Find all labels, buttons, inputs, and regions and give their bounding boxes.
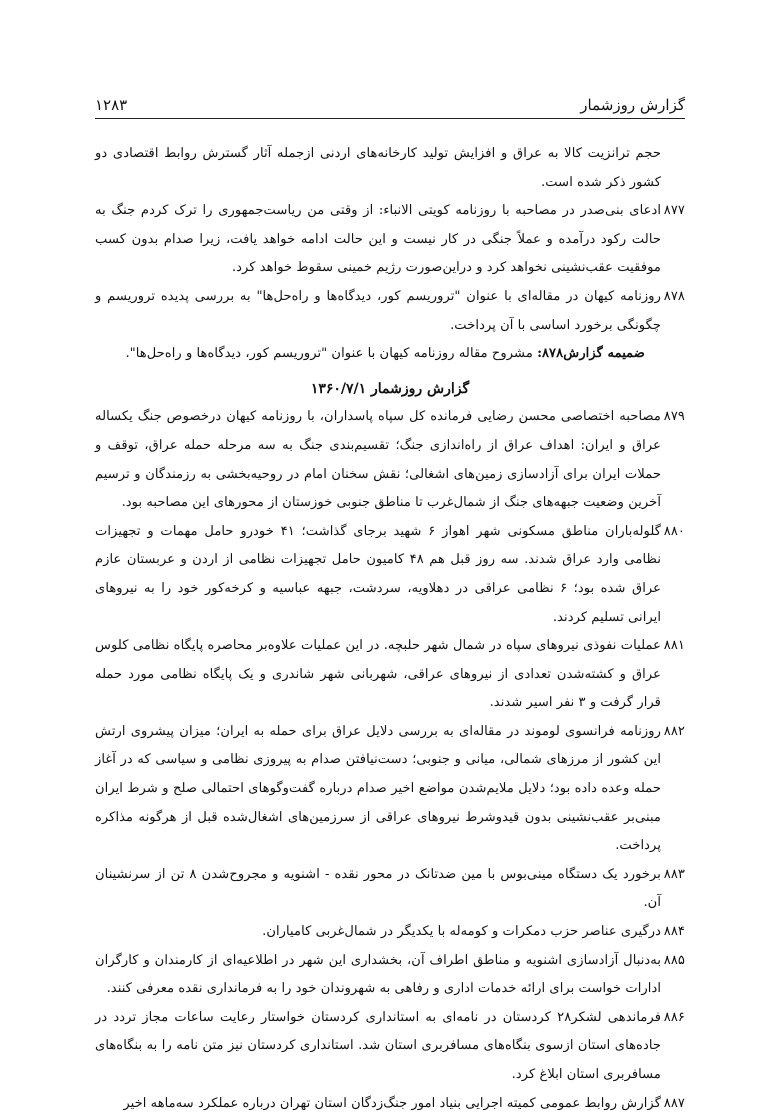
appendix-text: مشروح مقاله روزنامه کیهان با عنوان "تروریسم کور، دیدگاه‌ها و راه‌حل‌ها". bbox=[125, 346, 533, 362]
list-item bbox=[95, 1090, 685, 1118]
entry-text: گزارش روابط عمومی کمیته اجرایی بنیاد امور جنگ‌زدگان استان تهران درباره عملکرد سه‌ماهه اخیر bbox=[123, 1095, 661, 1111]
entry-text: روزنامه فرانسوی لوموند در مقاله‌ای به بررسی دلایل عراق برای حمله به ایران؛ میزان پیشروی ارتش این کشور از مرزهای شمالی، میانی و جنوبی؛ دست‌نیافتن صدام به پیروزی نظامی و سیاسی که در آغاز حمله وعده داده بود؛ دلایل ملایم‌شدن مواضع اخیر صدام درباره گفت‌وگوهای احتمالی صلح و شرط ایران مبنی‌بر عقب‌نشینی بدون قیدوشرط نیروهای عراقی از سرزمین‌های اشغال‌شده قبل از هرگونه مذاکره پرداخت. bbox=[95, 723, 661, 854]
entry-number: ۸۸۱ bbox=[663, 638, 685, 654]
entry-number: ۸۷۸ bbox=[663, 288, 685, 304]
entry-text: برخورد یک دستگاه مینی‌بوس با مین ضدتانک در محور نقده - اشنویه و مجروح‌شدن ۸ تن از سرنشینان آن. bbox=[95, 866, 661, 911]
entry-number: ۸۸۰ bbox=[663, 523, 685, 539]
entry-text: مصاحبه اختصاصی محسن رضایی فرمانده کل سپاه پاسداران، با روزنامه کیهان درخصوص جنگ یکساله عراق و ایران: اهداف عراق از راه‌اندازی جنگ؛ تقسیم‌بندی جنگ به سه مرحله حمله عراق، توقف و حملات ایران برای آزادسازی زمین‌های اشغالی؛ نقش سخنان امام در روحیه‌بخشی به رزمندگان و ترسیم آخرین وضعیت جبهه‌های جنگ از شمال‌غرب تا مناطق جنوبی خوزستان از محورهای این مصاحبه بود. bbox=[95, 409, 661, 511]
entry-number: ۸۷۷ bbox=[663, 203, 685, 219]
entry-number: ۸۸۳ bbox=[663, 866, 685, 882]
appendix-note bbox=[95, 340, 685, 369]
list-item bbox=[95, 197, 685, 283]
entry-text: ادعای بنی‌صدر در مصاحبه با روزنامه کویتی الانباء: از وقتی من ریاست‌جمهوری را ترک کردم جنگ به حالت رکود درآمده و عملاً جنگی در کار نیست و این حالت ادامه خواهد یافت، زیرا صدام بدون کسب موفقیت عقب‌نشینی نخواهد کرد و دراین‌صورت رژیم خمینی سقوط خواهد کرد. bbox=[95, 203, 661, 276]
entry-text: درگیری عناصر حزب دمکرات و کومه‌له با یکدیگر در شمال‌غربی کامیاران. bbox=[262, 924, 661, 940]
running-title: گزارش روزشمار bbox=[580, 96, 685, 114]
list-item bbox=[95, 861, 685, 918]
entry-text: به‌دنبال آزادسازی اشنویه و مناطق اطراف آن، بخشداری این شهر در اطلاعیه‌ای از کارمندان و کارگران ادارات خواست برای ارائه خدمات اداری و رفاهی به شهروندان خود را به فرمانداری نقده معرفی کنند. bbox=[95, 952, 661, 997]
section-title: گزارش روزشمار ۱۳۶۰/۷/۱ bbox=[310, 380, 470, 397]
entry-number: ۸۷۹ bbox=[663, 409, 685, 425]
entry-number: ۸۸۷ bbox=[663, 1095, 685, 1111]
continuation-paragraph: حجم ترانزیت کالا به عراق و افزایش تولید کارخانه‌های اردنی ازجمله آثار گسترش روابط اقتصادی دو کشور ذکر شده است. bbox=[95, 146, 661, 190]
page-number: ۱۲۸۳ bbox=[95, 96, 128, 114]
appendix-label: ضمیمه گزارش۸۷۸: bbox=[537, 346, 645, 362]
entry-number: ۸۸۶ bbox=[663, 1009, 685, 1025]
list-item bbox=[95, 283, 685, 340]
entry-text: فرماندهی لشکر۲۸ کردستان در نامه‌ای به استانداری کردستان خواستار رعایت ساعات مجاز تردد در جاده‌های استان ازسوی بنگاه‌های مسافربری استان شد. استانداری کردستان نیز متن نامه را به بنگاه‌های مسافربری استان ابلاغ کرد. bbox=[95, 1009, 662, 1082]
list-item bbox=[95, 1004, 685, 1090]
list-item bbox=[95, 403, 685, 517]
entry-number: ۸۸۵ bbox=[663, 952, 685, 968]
entry-number: ۸۸۲ bbox=[663, 723, 685, 739]
list-item bbox=[95, 947, 685, 1004]
entry-number: ۸۸۴ bbox=[663, 924, 685, 940]
page-header bbox=[95, 88, 685, 119]
list-item bbox=[95, 918, 685, 947]
entry-text: گلوله‌باران مناطق مسکونی شهر اهواز ۶ شهید برجای گذاشت؛ ۴۱ خودرو حامل مهمات و تجهیزات نظامی وارد عراق شدند. سه روز قبل هم ۴۸ کامیون حامل تجهیزات نظامی از اردن و عربستان عازم عراق شده بود؛ ۶ نظامی عراقی در دهلاویه، سردشت، جبهه عباسیه و کرخه‌کور خود را به نیروهای ایرانی تسلیم کردند. bbox=[95, 523, 662, 625]
list-item bbox=[95, 518, 685, 632]
page-body bbox=[95, 140, 685, 1118]
entry-text: عملیات نفوذی نیروهای سپاه در شمال شهر حلبچه. در این عملیات علاوه‌بر محاصره پایگاه نظامی کلوس عراق و کشته‌شدن تعدادی از نیروهای عراقی، شهربانی شهر شاندری و یک پایگاه نظامی مورد حمله قرار گرفت و ۳ نفر اسیر شدند. bbox=[95, 638, 661, 711]
entry-text: روزنامه کیهان در مقاله‌ای با عنوان "تروریسم کور، دیدگاه‌ها و راه‌حل‌ها" به بررسی پدیده تروریسم و چگونگی برخورد اساسی با آن پرداخت. bbox=[95, 288, 661, 333]
list-item bbox=[95, 718, 685, 861]
list-item bbox=[95, 632, 685, 718]
